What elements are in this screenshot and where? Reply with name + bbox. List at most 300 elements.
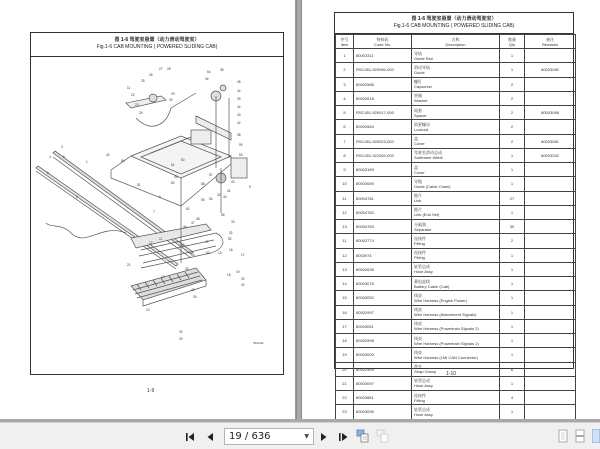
figure-title xyxy=(31,33,283,57)
cell-remarks xyxy=(525,391,576,405)
cell-description xyxy=(412,305,500,319)
svg-text:14: 14 xyxy=(161,275,165,279)
cell-qty: 1 xyxy=(500,177,525,191)
cell-qty: 1 xyxy=(500,291,525,305)
cell-qty: 1 xyxy=(500,319,525,333)
last-page-icon[interactable] xyxy=(337,431,349,443)
svg-text:6: 6 xyxy=(47,171,49,175)
table-row xyxy=(336,177,576,191)
svg-text:51: 51 xyxy=(137,183,141,187)
exploded-parts-diagram xyxy=(31,58,283,374)
cell-description xyxy=(412,220,500,234)
svg-text:28: 28 xyxy=(167,67,171,71)
cell-description xyxy=(412,391,500,405)
svg-text:19: 19 xyxy=(236,270,240,274)
description-en: Capscrew xyxy=(414,84,432,90)
svg-text:58: 58 xyxy=(201,182,205,186)
svg-text:21: 21 xyxy=(127,263,131,267)
svg-text:20: 20 xyxy=(185,267,189,271)
description-cn: 软管总成 xyxy=(414,378,430,384)
description-cn: 间套 xyxy=(414,107,422,113)
cell-remarks xyxy=(525,405,576,419)
cell-item: 2 xyxy=(336,63,354,77)
svg-text:44: 44 xyxy=(237,105,241,109)
cell-remarks xyxy=(525,120,576,134)
next-page-icon[interactable] xyxy=(318,431,330,443)
svg-text:50: 50 xyxy=(121,159,125,163)
cell-remarks xyxy=(525,77,576,91)
cell-code: 80003089 xyxy=(354,177,412,191)
cell-remarks xyxy=(525,305,576,319)
cell-code: 80003311 xyxy=(354,49,412,63)
cell-description xyxy=(412,205,500,219)
svg-text:29: 29 xyxy=(179,337,183,341)
cell-qty: 2 xyxy=(500,234,525,248)
description-en: Spacer xyxy=(414,112,427,118)
description-en: Cover xyxy=(414,141,425,147)
cell-qty: 1 xyxy=(500,262,525,276)
cell-description xyxy=(412,262,500,276)
description-cn: 盖 xyxy=(414,164,418,170)
cell-code: 80003000 xyxy=(354,348,412,362)
cell-remarks xyxy=(525,163,576,177)
description-cn: 线束 xyxy=(414,335,422,341)
cell-code: 80002774 xyxy=(354,234,412,248)
cell-remarks xyxy=(525,248,576,262)
table-title xyxy=(335,13,573,34)
description-en: Wire Harness (Attachment Signals) xyxy=(414,312,477,318)
cell-qty: 2 xyxy=(500,134,525,148)
description-en: Hose Assy xyxy=(414,269,433,275)
cell-item: 19 xyxy=(336,348,354,362)
table-row xyxy=(336,291,576,305)
cell-qty: 1 xyxy=(500,148,525,162)
description-cn: 线束 xyxy=(414,292,422,298)
svg-text:10: 10 xyxy=(146,308,150,312)
description-en: Wire Harness (Powertrain Signals 2) xyxy=(414,326,479,332)
description-cn: 连接件 xyxy=(414,235,426,241)
description-cn: 滑动导轨 xyxy=(414,64,430,70)
table-row xyxy=(336,49,576,63)
cell-item: 3 xyxy=(336,77,354,91)
page-number-value: 19 / 636 xyxy=(229,431,271,442)
svg-text:50: 50 xyxy=(171,181,175,185)
header-qty: 数量 Qty xyxy=(500,35,525,49)
cell-description xyxy=(412,49,500,63)
svg-text:42: 42 xyxy=(237,121,241,125)
svg-text:17: 17 xyxy=(241,253,245,257)
table-row xyxy=(336,348,576,362)
next-view-icon[interactable] xyxy=(376,429,390,443)
description-en: Guide xyxy=(414,69,425,75)
cell-remarks xyxy=(525,205,576,219)
table-row xyxy=(336,63,576,77)
parts-table xyxy=(335,34,576,420)
table-row xyxy=(336,319,576,333)
svg-text:33: 33 xyxy=(231,220,235,224)
description-cn: 链片 xyxy=(414,193,422,199)
cell-description xyxy=(412,248,500,262)
cell-item: 5 xyxy=(336,106,354,120)
description-en: Hose Assy xyxy=(414,411,433,417)
table-row xyxy=(336,405,576,419)
svg-text:64: 64 xyxy=(207,70,211,74)
cell-qty: 30 xyxy=(500,220,525,234)
svg-text:26: 26 xyxy=(149,73,153,77)
cell-description xyxy=(412,405,500,419)
description-cn: 连接件 xyxy=(414,392,426,398)
table-row xyxy=(336,391,576,405)
cell-item: 15 xyxy=(336,291,354,305)
svg-text:30: 30 xyxy=(169,98,173,102)
svg-text:49: 49 xyxy=(191,288,195,292)
cell-qty: 1 xyxy=(500,205,525,219)
header-code: 物料码 Code No. xyxy=(354,35,412,49)
description-cn: 锁紧螺母 xyxy=(414,121,430,127)
cell-remarks xyxy=(525,362,576,376)
svg-text:55: 55 xyxy=(221,213,225,217)
figure-title-cn: 图 1-6 驾驶室悬置（动力滑动驾驶室） xyxy=(114,37,200,43)
cell-item: 16 xyxy=(336,305,354,319)
cell-code: RSC451-920017-000 xyxy=(354,106,412,120)
cell-qty: 1 xyxy=(500,163,525,177)
cell-qty: 2 xyxy=(500,91,525,105)
cell-description xyxy=(412,277,500,291)
cell-code: 80003052 xyxy=(354,291,412,305)
cell-qty: 1 xyxy=(500,49,525,63)
cell-item: 8 xyxy=(336,148,354,162)
cell-remarks xyxy=(525,262,576,276)
cell-qty: 1 xyxy=(500,305,525,319)
cell-description xyxy=(412,191,500,205)
cell-code: 80003097 xyxy=(354,376,412,390)
svg-text:40: 40 xyxy=(223,195,227,199)
svg-text:54: 54 xyxy=(209,197,213,201)
description-en: Wire Harness (LMI CAN Connector) xyxy=(414,354,478,360)
cell-qty: 1 xyxy=(500,405,525,419)
svg-text:30: 30 xyxy=(179,330,183,334)
page-number-field[interactable] xyxy=(224,428,314,445)
right-page xyxy=(302,0,600,421)
table-row xyxy=(336,148,576,162)
left-page-number: 1-9 xyxy=(147,388,155,394)
cell-description xyxy=(412,334,500,348)
description-en: Strap Clamp xyxy=(414,369,437,375)
figure-title-en: Fig.1-6 CAB MOUNTING ( POWERED SLIDING CAB) xyxy=(96,44,218,50)
single-page-view-icon[interactable] xyxy=(558,429,568,443)
svg-text:35: 35 xyxy=(220,68,224,72)
svg-text:45: 45 xyxy=(237,80,241,84)
svg-text:13: 13 xyxy=(181,243,185,247)
description-cn: 带夹 xyxy=(414,364,422,370)
description-en: Cover xyxy=(414,169,425,175)
cell-qty: 2 xyxy=(500,106,525,120)
cell-description xyxy=(412,106,500,120)
svg-text:62: 62 xyxy=(186,207,190,211)
svg-text:42: 42 xyxy=(106,153,110,157)
description-cn: 线束 xyxy=(414,321,422,327)
svg-text:53: 53 xyxy=(191,253,195,257)
cell-remarks xyxy=(525,319,576,333)
figure-frame xyxy=(30,32,284,375)
svg-text:18: 18 xyxy=(227,273,231,277)
table-row xyxy=(336,376,576,390)
svg-text:32: 32 xyxy=(217,193,221,197)
cell-remarks xyxy=(525,376,576,390)
cell-description xyxy=(412,319,500,333)
cell-remarks xyxy=(525,191,576,205)
svg-text:38: 38 xyxy=(237,133,241,137)
cell-qty: 2 xyxy=(500,120,525,134)
cell-remarks: 80003080 xyxy=(525,63,576,77)
svg-text:11: 11 xyxy=(127,86,131,90)
svg-text:16: 16 xyxy=(229,248,233,252)
cell-qty: 6 xyxy=(500,362,525,376)
svg-text:2: 2 xyxy=(76,195,78,199)
cell-description xyxy=(412,120,500,134)
cell-qty: 1 xyxy=(500,248,525,262)
cell-description xyxy=(412,348,500,362)
description-cn: 软管总成 xyxy=(414,406,430,412)
svg-text:24: 24 xyxy=(139,111,143,115)
header-description: 名称 Description xyxy=(412,35,500,49)
cell-code: 8003974 xyxy=(354,248,412,262)
description-en: Link (End Set) xyxy=(414,212,440,218)
cell-item: 10 xyxy=(336,177,354,191)
cell-item: 6 xyxy=(336,120,354,134)
description-cn: 盖 xyxy=(414,136,418,142)
cell-description xyxy=(412,376,500,390)
cell-code: 80003189 xyxy=(354,163,412,177)
cell-code: 80003076 xyxy=(354,277,412,291)
cell-remarks xyxy=(525,277,576,291)
cell-code: 80002469 xyxy=(354,362,412,376)
cell-item: 23 xyxy=(336,405,354,419)
svg-text:12: 12 xyxy=(149,241,153,245)
svg-text:32: 32 xyxy=(229,231,233,235)
description-en: Wire Harness (Engine Power) xyxy=(414,297,467,303)
description-en: Fitting xyxy=(414,397,425,403)
cell-item: 12 xyxy=(336,205,354,219)
cell-remarks: 80003068 xyxy=(525,106,576,120)
cell-qty: 2 xyxy=(500,77,525,91)
left-page xyxy=(0,0,296,421)
right-page-number: 1-10 xyxy=(446,371,457,377)
cell-qty: 4 xyxy=(500,391,525,405)
description-cn: 蓄电池线 xyxy=(414,278,430,284)
table-row xyxy=(336,277,576,291)
cell-remarks: 80003252 xyxy=(525,148,576,162)
description-en: Locknut xyxy=(414,126,429,132)
cell-description xyxy=(412,177,500,191)
svg-text:1: 1 xyxy=(86,160,88,164)
cell-code: 80002586 xyxy=(354,77,412,91)
svg-text:5: 5 xyxy=(63,155,65,159)
description-en: Battery Cable (Cab) xyxy=(414,283,450,289)
table-row xyxy=(336,205,576,219)
cell-remarks xyxy=(525,234,576,248)
table-row xyxy=(336,106,576,120)
cell-item: 12 xyxy=(336,248,354,262)
description-en: Separator xyxy=(414,226,432,232)
svg-text:34: 34 xyxy=(205,77,209,81)
cell-code: RSC451-920023-000 xyxy=(354,134,412,148)
cell-remarks xyxy=(525,220,576,234)
first-page-icon[interactable] xyxy=(184,431,196,443)
description-en: Fitting xyxy=(414,255,425,261)
cell-description xyxy=(412,148,500,162)
svg-text:15: 15 xyxy=(218,251,222,255)
cell-item: 14 xyxy=(336,277,354,291)
cell-description xyxy=(412,77,500,91)
continuous-view-icon[interactable] xyxy=(575,429,585,443)
navigation-toolbar xyxy=(0,422,600,449)
cell-code: RSC451-920080-000 xyxy=(354,63,412,77)
cell-item: 4 xyxy=(336,91,354,105)
previous-view-icon[interactable] xyxy=(356,429,370,443)
cell-remarks xyxy=(525,91,576,105)
description-cn: 线束 xyxy=(414,307,422,313)
cell-code: 80002998 xyxy=(354,334,412,348)
cell-item: 13 xyxy=(336,262,354,276)
description-en: Guide (Cable Chain) xyxy=(414,183,451,189)
cell-code: 80004781 xyxy=(354,191,412,205)
svg-text:43: 43 xyxy=(237,113,241,117)
description-cn: 螺钉 xyxy=(414,79,422,85)
cell-code: 80002997 xyxy=(354,305,412,319)
svg-text:49: 49 xyxy=(174,175,178,179)
description-cn: 连接件 xyxy=(414,250,426,256)
header-remarks: 备注 Remarks xyxy=(525,35,576,49)
description-en: Wire Harness (Powertrain Signals 1) xyxy=(414,340,479,346)
table-row xyxy=(336,120,576,134)
description-cn: 软管总成 xyxy=(414,264,430,270)
svg-text:20: 20 xyxy=(241,283,245,287)
cell-code: 80002684 xyxy=(354,120,412,134)
cell-remarks xyxy=(525,334,576,348)
cell-description xyxy=(412,134,500,148)
cell-code: 80002618 xyxy=(354,91,412,105)
svg-text:3: 3 xyxy=(61,145,63,149)
cell-qty: 27 xyxy=(500,191,525,205)
table-row xyxy=(336,234,576,248)
cell-item: 11 xyxy=(336,234,354,248)
cell-code: 80003096 xyxy=(354,405,412,419)
table-row xyxy=(336,77,576,91)
svg-text:57: 57 xyxy=(209,173,213,177)
table-row xyxy=(336,262,576,276)
cell-code: 80003861 xyxy=(354,391,412,405)
svg-text:61: 61 xyxy=(171,163,175,167)
svg-text:60: 60 xyxy=(181,158,185,162)
cell-qty: 1 xyxy=(500,376,525,390)
description-cn: 分隔器 xyxy=(414,221,426,227)
cell-remarks xyxy=(525,348,576,362)
svg-text:HFG1060: HFG1060 xyxy=(253,342,264,345)
table-title-en: Fig.1-6 CAB MOUNTING ( POWERED SLIDING CAB) xyxy=(393,23,515,29)
cell-remarks xyxy=(525,177,576,191)
cell-item: 1 xyxy=(336,49,354,63)
previous-page-icon[interactable] xyxy=(204,431,216,443)
description-en: Fitting xyxy=(414,240,425,246)
description-en: Washer xyxy=(414,98,428,104)
parts-table-body xyxy=(336,49,576,420)
table-row xyxy=(336,334,576,348)
description-cn: 导链 xyxy=(414,178,422,184)
cell-item: 18 xyxy=(336,334,354,348)
svg-text:7: 7 xyxy=(153,210,155,214)
svg-text:6: 6 xyxy=(159,195,161,199)
facing-view-icon[interactable] xyxy=(592,429,600,443)
cell-item: 7 xyxy=(336,134,354,148)
cell-description xyxy=(412,163,500,177)
svg-text:55: 55 xyxy=(201,198,205,202)
svg-text:9: 9 xyxy=(249,185,251,189)
cell-code: 80003051 xyxy=(354,319,412,333)
table-row xyxy=(336,91,576,105)
chevron-down-icon[interactable]: ▼ xyxy=(304,433,309,440)
cell-code: RSC451-921000-000 xyxy=(354,148,412,162)
cell-description xyxy=(412,91,500,105)
cell-code: 80002638 xyxy=(354,262,412,276)
cell-qty: 1 xyxy=(500,277,525,291)
header-item: 序号 Item xyxy=(336,35,354,49)
cell-qty: 1 xyxy=(500,63,525,77)
cell-item: 21 xyxy=(336,376,354,390)
svg-text:25: 25 xyxy=(141,79,145,83)
table-header-row xyxy=(336,35,576,49)
cell-item: 11 xyxy=(336,191,354,205)
svg-text:59: 59 xyxy=(239,143,243,147)
svg-text:32: 32 xyxy=(241,277,245,281)
svg-text:53: 53 xyxy=(239,153,243,157)
svg-text:22: 22 xyxy=(131,93,135,97)
svg-text:4: 4 xyxy=(49,155,51,159)
svg-text:39: 39 xyxy=(237,97,241,101)
cell-code: 80004783 xyxy=(354,220,412,234)
description-cn: 链片 xyxy=(414,207,422,213)
table-row xyxy=(336,248,576,262)
cell-item: 13 xyxy=(336,220,354,234)
svg-text:63: 63 xyxy=(206,251,210,255)
description-en: Hose Assy xyxy=(414,383,433,389)
svg-text:30: 30 xyxy=(193,295,197,299)
cell-qty: 1 xyxy=(500,334,525,348)
table-row xyxy=(336,163,576,177)
description-cn: 驾驶室滑动总成 xyxy=(414,150,442,156)
svg-text:43: 43 xyxy=(231,180,235,184)
table-row xyxy=(336,220,576,234)
description-cn: 线束 xyxy=(414,349,422,355)
cell-item: 22 xyxy=(336,391,354,405)
table-row xyxy=(336,305,576,319)
description-cn: 垫圈 xyxy=(414,93,422,99)
cell-remarks: 80003081 xyxy=(525,134,576,148)
cell-description xyxy=(412,291,500,305)
cell-description xyxy=(412,63,500,77)
svg-text:29: 29 xyxy=(171,92,175,96)
svg-text:47: 47 xyxy=(191,221,195,225)
svg-text:52: 52 xyxy=(228,237,232,241)
svg-text:48: 48 xyxy=(196,217,200,221)
description-en: Subframe Weldt xyxy=(414,155,443,161)
cell-item: 17 xyxy=(336,319,354,333)
table-title-cn: 图 1-6 驾驶室悬置（动力滑动驾驶室） xyxy=(411,16,497,22)
description-en: Guide Rail xyxy=(414,55,433,61)
svg-text:47: 47 xyxy=(205,240,209,244)
cell-code: 80004782 xyxy=(354,205,412,219)
cell-description xyxy=(412,234,500,248)
